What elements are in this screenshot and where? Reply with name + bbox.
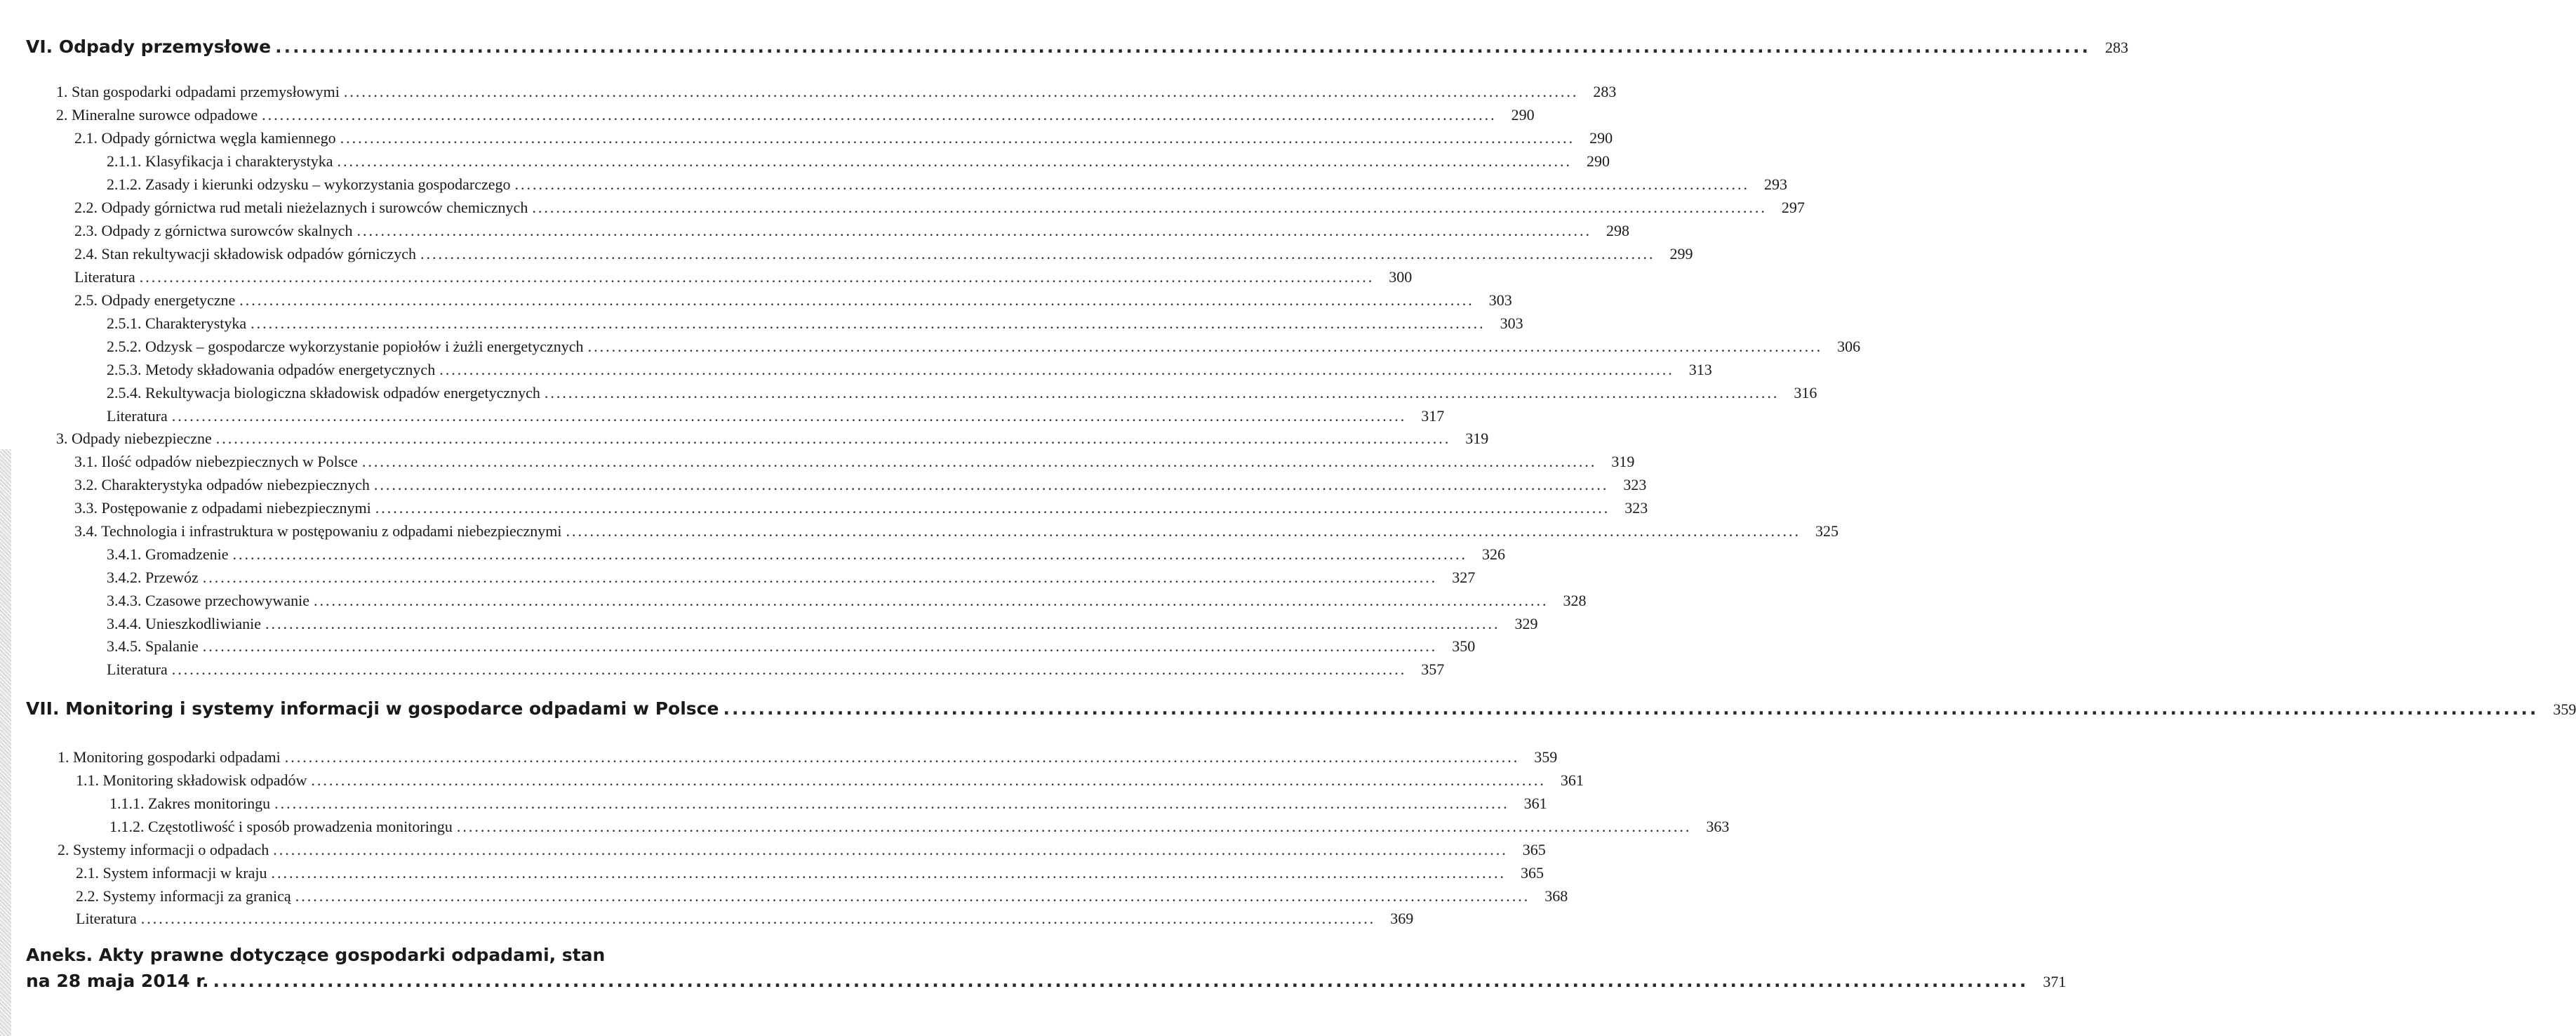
toc-entry: [56, 430, 1489, 451]
page-number: 323: [1624, 499, 1648, 517]
toc-entry: [109, 818, 1730, 839]
entry-label: 3.1. Ilość odpadów niebezpiecznych w Polsce: [74, 453, 358, 470]
dot-leader: ...............................................................................................................................................................................................................: [356, 222, 1592, 239]
entry-label: 2.3. Odpady z górnictwa surowców skalnych: [74, 222, 353, 239]
toc-entry: [74, 222, 1630, 243]
entry-label: 1.1.2. Częstotliwość i sposób prowadzenia monitoringu: [109, 818, 453, 835]
page-number: 290: [1589, 129, 1613, 147]
page-number: 325: [1815, 522, 1839, 540]
dot-leader: ...............................................................................................................................................................................................................: [271, 864, 1507, 882]
dot-leader: ...............................................................................................................................................................................................................: [202, 569, 1438, 586]
page-number: 369: [1390, 910, 1414, 927]
dot-leader: ...............................................................................................................................................................................................................: [274, 795, 1509, 812]
entry-label: 3.4. Technologia i infrastruktura w postępowaniu z odpadami niebezpiecznymi: [74, 522, 562, 540]
toc-entry: [74, 453, 1635, 474]
annex-title-line-1: Aneks. Akty prawne dotyczące gospodarki odpadami, stan: [26, 945, 606, 965]
dot-leader: ...............................................................................................................................................................................................................: [313, 592, 1549, 609]
page-number: 283: [1593, 83, 1617, 100]
dot-leader: ...............................................................................................................................................................................................................: [343, 83, 1579, 100]
chapter-title: VI. Odpady przemysłowe: [26, 36, 272, 57]
toc-entry: [56, 106, 1535, 127]
toc-entry: [74, 245, 1693, 266]
chapter-title: VII. Monitoring i systemy informacji w gospodarce odpadami w Polsce: [26, 698, 719, 719]
page-number: 357: [1421, 660, 1445, 678]
page-number: 350: [1452, 637, 1476, 655]
entry-label: 2.5.2. Odzysk – gospodarcze wykorzystanie popiołów i żużli energetycznych: [107, 338, 584, 355]
dot-leader: ...............................................................................................................................................................................................................: [566, 522, 1801, 540]
dot-leader: ...............................................................................................................................................................................................................: [587, 338, 1823, 355]
entry-label: 1.1. Monitoring składowisk odpadów: [76, 771, 307, 789]
dot-leader: ...............................................................................................................................................................................................................: [284, 748, 1520, 766]
page-number: 319: [1611, 453, 1635, 470]
toc-entry-literature: [74, 268, 1413, 289]
dot-leader: ...............................................................................................................................................................................................................: [202, 637, 1438, 655]
dot-leader: ...............................................................................................................................................................................................................: [375, 499, 1610, 517]
dot-leader: ...............................................................................................................................................................................................................: [213, 971, 2029, 991]
page-number: 283: [2105, 39, 2129, 56]
dot-leader: ...............................................................................................................................................................................................................: [262, 106, 1497, 124]
dot-leader: ...............................................................................................................................................................................................................: [171, 660, 1407, 678]
entry-label: 3.4.5. Spalanie: [107, 637, 199, 655]
entry-label: 1.1.1. Zakres monitoringu: [109, 795, 271, 812]
dot-leader: ...............................................................................................................................................................................................................: [544, 384, 1780, 401]
toc-entry: [107, 615, 1538, 636]
entry-label: 2. Systemy informacji o odpadach: [58, 841, 269, 858]
dot-leader: ...............................................................................................................................................................................................................: [295, 887, 1530, 905]
page-number: 300: [1389, 268, 1413, 286]
toc-entry: [74, 129, 1613, 150]
page-number: 359: [2553, 700, 2576, 718]
annex-title-line-2: na 28 maja 2014 r.: [26, 971, 209, 991]
dot-leader: ...............................................................................................................................................................................................................: [456, 818, 1692, 835]
toc-entry: [74, 476, 1647, 497]
toc-entry-literature: [76, 910, 1414, 931]
page-number: 319: [1465, 430, 1489, 447]
dot-leader: ...............................................................................................................................................................................................................: [514, 175, 1750, 193]
toc-entry: [107, 384, 1817, 405]
page-number: 297: [1781, 199, 1805, 216]
entry-label: 3. Odpady niebezpieczne: [56, 430, 212, 447]
page-number: 290: [1587, 152, 1610, 170]
entry-label: 3.4.2. Przewóz: [107, 569, 199, 586]
dot-leader: ...............................................................................................................................................................................................................: [140, 910, 1376, 927]
page-number: 326: [1482, 545, 1505, 563]
annex-heading: [26, 971, 2067, 996]
entry-label: 2.2. Odpady górnictwa rud metali nieżelaznych i surowców chemicznych: [74, 199, 528, 216]
page-number: 316: [1794, 384, 1817, 401]
toc-entry: [107, 569, 1476, 590]
entry-label: 2.1.1. Klasyfikacja i charakterystyka: [107, 152, 333, 170]
toc-entry: [74, 522, 1839, 543]
page-number: 293: [1764, 175, 1788, 193]
entry-label: 2.5.4. Rekultywacja biologiczna składowisk odpadów energetycznych: [107, 384, 540, 401]
entry-label: 3.4.3. Czasowe przechowywanie: [107, 592, 309, 609]
page-number: 361: [1560, 771, 1584, 789]
entry-label: 2.1.2. Zasady i kierunki odzysku – wykorzystania gospodarczego: [107, 175, 511, 193]
dot-leader: ...............................................................................................................................................................................................................: [340, 129, 1575, 147]
chapter-6-heading: [26, 36, 2129, 62]
toc-entry: [107, 152, 1610, 173]
toc-entry: [107, 361, 1712, 382]
entry-label: 2.5. Odpady energetyczne: [74, 291, 236, 309]
entry-label: Literatura: [74, 268, 135, 286]
toc-entry: [58, 748, 1558, 769]
entry-label: 2. Mineralne surowce odpadowe: [56, 106, 258, 124]
page-number: 368: [1544, 887, 1568, 905]
toc-entry-literature: [107, 407, 1445, 428]
dot-leader: ...............................................................................................................................................................................................................: [232, 545, 1467, 563]
toc-entry: [58, 841, 1546, 862]
entry-label: 2.4. Stan rekultywacji składowisk odpadów górniczych: [74, 245, 416, 263]
entry-label: 2.1. Odpady górnictwa węgla kamiennego: [74, 129, 336, 147]
page-number: 365: [1521, 864, 1544, 882]
page-number: 361: [1523, 795, 1547, 812]
entry-label: 3.3. Postępowanie z odpadami niebezpiecznymi: [74, 499, 371, 517]
entry-label: 3.4.1. Gromadzenie: [107, 545, 229, 563]
entry-label: 1. Stan gospodarki odpadami przemysłowymi: [56, 83, 340, 100]
scan-edge-shading: [0, 449, 11, 1036]
page-number: 365: [1522, 841, 1546, 858]
page-number: 306: [1837, 338, 1861, 355]
toc-entry: [109, 795, 1547, 816]
page-number: 359: [1534, 748, 1558, 766]
toc-entry: [56, 83, 1617, 104]
entry-label: Literatura: [107, 407, 168, 425]
page-number: 290: [1511, 106, 1535, 124]
toc-entry: [76, 771, 1584, 792]
dot-leader: ...............................................................................................................................................................................................................: [361, 453, 1597, 470]
dot-leader: ...............................................................................................................................................................................................................: [532, 199, 1767, 216]
dot-leader: ...............................................................................................................................................................................................................: [215, 430, 1451, 447]
page-number: 329: [1514, 615, 1538, 632]
page-number: 317: [1421, 407, 1445, 425]
dot-leader: ...............................................................................................................................................................................................................: [723, 698, 2539, 719]
dot-leader: ...............................................................................................................................................................................................................: [373, 476, 1609, 493]
page-number: 363: [1706, 818, 1730, 835]
page-number: 303: [1488, 291, 1512, 309]
entry-label: 3.4.4. Unieszkodliwianie: [107, 615, 261, 632]
dot-leader: ...............................................................................................................................................................................................................: [311, 771, 1546, 789]
entry-label: 2.5.1. Charakterystyka: [107, 314, 247, 332]
toc-entry: [107, 637, 1476, 658]
dot-leader: ...............................................................................................................................................................................................................: [139, 268, 1375, 286]
entry-label: 2.1. System informacji w kraju: [76, 864, 267, 882]
page-number: 328: [1563, 592, 1587, 609]
dot-leader: ...............................................................................................................................................................................................................: [275, 36, 2091, 57]
page-number: 323: [1623, 476, 1647, 493]
toc-entry: [107, 592, 1587, 613]
page-number: 371: [2043, 973, 2067, 990]
entry-label: 1. Monitoring gospodarki odpadami: [58, 748, 281, 766]
entry-label: 2.5.3. Metody składowania odpadów energetycznych: [107, 361, 436, 378]
chapter-7-heading: [26, 698, 2576, 724]
dot-leader: ...............................................................................................................................................................................................................: [337, 152, 1573, 170]
entry-label: 2.2. Systemy informacji za granicą: [76, 887, 291, 905]
toc-entry: [107, 175, 1788, 197]
page-number: 303: [1500, 314, 1523, 332]
toc-entry: [107, 545, 1505, 566]
page-number: 299: [1669, 245, 1693, 263]
page-number: 313: [1688, 361, 1712, 378]
toc-entry-literature: [107, 660, 1445, 682]
toc-entry: [74, 499, 1648, 520]
dot-leader: ...............................................................................................................................................................................................................: [273, 841, 1508, 858]
entry-label: 3.2. Charakterystyka odpadów niebezpiecznych: [74, 476, 370, 493]
page-number: 298: [1606, 222, 1630, 239]
toc-entry: [107, 338, 1861, 359]
toc-entry: [74, 291, 1512, 312]
dot-leader: ...............................................................................................................................................................................................................: [239, 291, 1474, 309]
entry-label: Literatura: [107, 660, 168, 678]
dot-leader: ...............................................................................................................................................................................................................: [251, 314, 1486, 332]
dot-leader: ...............................................................................................................................................................................................................: [171, 407, 1407, 425]
toc-entry: [76, 864, 1544, 885]
dot-leader: ...............................................................................................................................................................................................................: [265, 615, 1500, 632]
page-number: 327: [1452, 569, 1476, 586]
toc-entry: [76, 887, 1568, 908]
dot-leader: ...............................................................................................................................................................................................................: [439, 361, 1674, 378]
dot-leader: ...............................................................................................................................................................................................................: [420, 245, 1655, 263]
toc-entry: [107, 314, 1523, 336]
toc-entry: [74, 199, 1805, 220]
entry-label: Literatura: [76, 910, 137, 927]
